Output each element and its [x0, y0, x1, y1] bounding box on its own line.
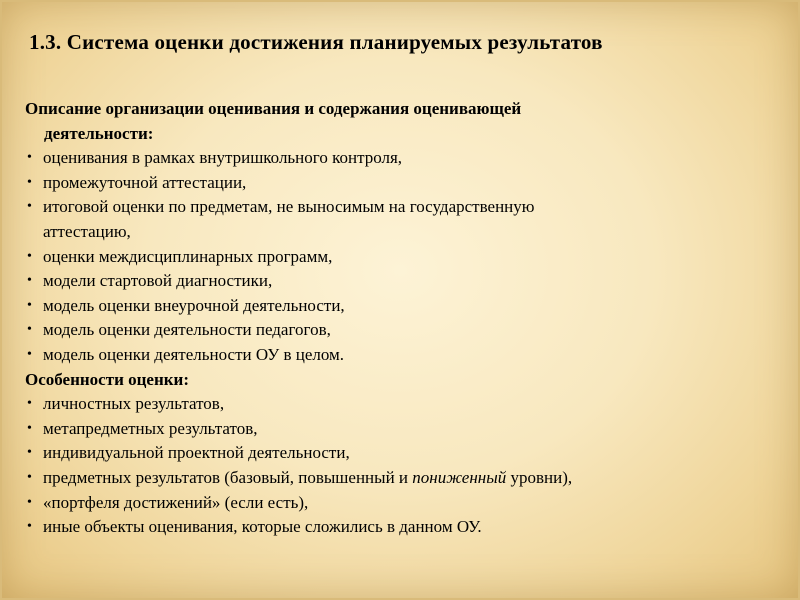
bullet-icon: •	[27, 174, 32, 190]
list-item-text: уровни),	[506, 467, 573, 487]
list-item	[25, 343, 765, 368]
bullet-icon: •	[27, 346, 32, 362]
bullet-icon: •	[27, 469, 32, 485]
list-item-text: модель оценки деятельности ОУ в целом.	[43, 344, 345, 364]
list-item	[25, 318, 765, 343]
section-heading-assessment-features: Особенности оценки:	[25, 369, 190, 389]
list-item	[25, 146, 765, 171]
heading-line: Описание организации оценивания и содержания оценивающей	[25, 99, 522, 118]
list-item-text: модель оценки деятельности педагогов,	[43, 320, 331, 340]
bullet-icon: •	[27, 199, 32, 215]
list-item	[25, 294, 765, 319]
list-item	[25, 171, 765, 196]
list-item-text: индивидуальной проектной деятельности,	[43, 443, 350, 463]
list-item	[25, 195, 765, 244]
bullet-icon: •	[27, 248, 32, 264]
list-item-text: метапредметных результатов,	[43, 418, 258, 438]
bullet-icon: •	[27, 420, 32, 436]
list-item	[25, 417, 765, 442]
list-item-text-continuation: аттестацию,	[43, 221, 131, 241]
list-item-text: иные объекты оценивания, которые сложились в данном ОУ.	[43, 517, 482, 537]
list-item	[25, 441, 765, 466]
list-item-text: модель оценки внеурочной деятельности,	[43, 295, 345, 315]
list-item	[25, 491, 765, 516]
bullet-icon: •	[27, 322, 32, 338]
bullet-icon: •	[27, 396, 32, 412]
bullet-icon: •	[27, 297, 32, 313]
list-item	[25, 269, 765, 294]
list-item-text-italic: пониженный	[412, 467, 507, 487]
bullet-icon: •	[27, 273, 32, 289]
list-item-text: модели стартовой диагностики,	[43, 271, 273, 291]
list-item-text: личностных результатов,	[43, 394, 225, 414]
bullet-icon: •	[27, 519, 32, 535]
list-item	[25, 392, 765, 417]
list-item-text: промежуточной аттестации,	[43, 172, 247, 192]
list-item-text: итоговой оценки по предметам, не выносимым на государственную	[43, 197, 535, 217]
list-item-text: предметных результатов (базовый, повышенный и	[43, 467, 413, 487]
bullet-icon: •	[27, 445, 32, 461]
slide-content	[25, 97, 765, 540]
section-heading-assessment-organization	[25, 97, 765, 146]
bullet-icon: •	[27, 494, 32, 510]
bullet-icon: •	[27, 150, 32, 166]
list-item-text: оценивания в рамках внутришкольного контроля,	[43, 148, 403, 168]
list-item	[25, 466, 765, 491]
list-item	[25, 245, 765, 270]
heading-line-continuation: деятельности:	[44, 123, 154, 143]
list-item	[25, 515, 765, 540]
list-item-text: оценки междисциплинарных программ,	[43, 246, 333, 266]
slide-title: 1.3. Система оценки достижения планируемых результатов	[29, 30, 603, 54]
list-item-text: «портфеля достижений» (если есть),	[43, 492, 309, 512]
